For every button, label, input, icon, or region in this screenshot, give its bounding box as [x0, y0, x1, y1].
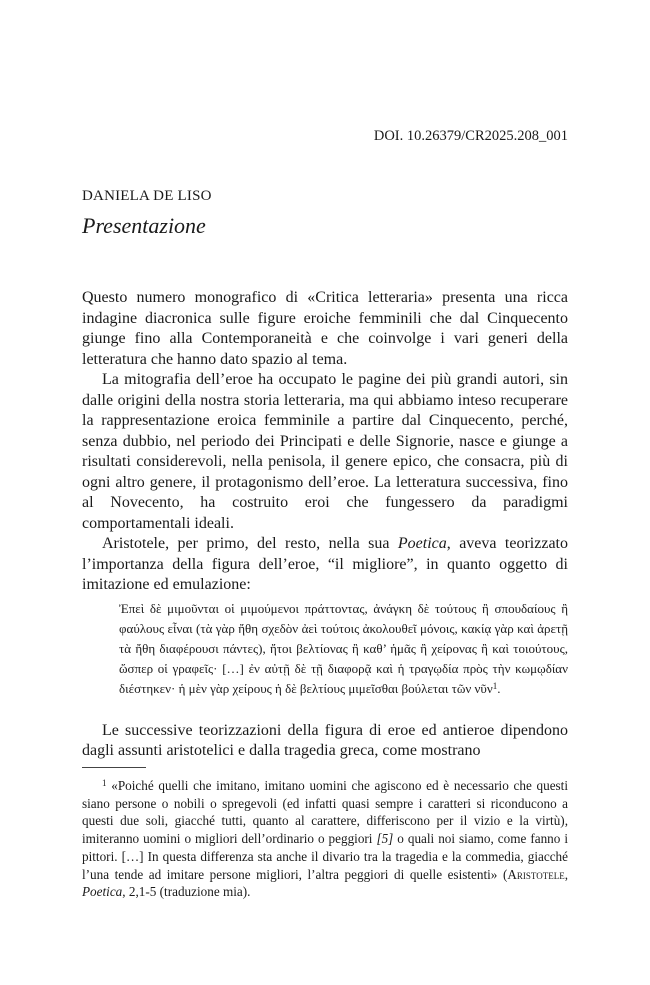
footnote-text-3: ,: [564, 866, 568, 882]
footnote-text-1: «Poiché quelli che imitano, imitano uomini che agiscono ed è necessario che questi siano persone o nobili o spregevoli (ed infatti quasi sempre i caratteri si riconducono a questi due soli, giacché tutti, quanto al carattere, differiscono per il vizio e la virtù), imiteranno uomini o migliori dell’ordinario o peggiori: [82, 778, 569, 847]
article-body: [82, 288, 568, 762]
greek-quote: Ἐπεὶ δὲ μιμοῦνται οἱ μιμούμενοι πράττοντας, ἀνάγκη δὲ τούτους ἢ σπουδαίους ἢ φαύλους εἶναι (τὰ γὰρ ἤθη σχεδὸν ἀεὶ τούτοις ἀκολουθεῖ μόνοις, κακίᾳ γὰρ καὶ ἀρετῇ τὰ ἤθη διαφέρουσι πάντες), ἤτοι βελτίονας ἢ καθ’ ἡμᾶς ἢ χείρονας ἢ καὶ τοιούτους, ὥσπερ οἱ γραφεῖς· […] ἐν αὐτῇ δὲ τῇ διαφορᾷ καὶ ἡ τραγῳδία πρὸς τὴν κωμῳδίαν διέστηκεν· ἡ μὲν γὰρ χείρους ἡ δὲ βελτίους μιμεῖσθαι βούλεται τῶν νῦν$^1$.: [119, 600, 568, 697]
paragraph-1: Questo numero monografico di «Critica letteraria» presenta una ricca indagine diacronica sulle figure eroiche femminili che dal Cinquecento giunge fino alla Contemporaneità e che coinvolge i vari generi della letteratura che hanno dato spazio al tema.: [82, 289, 568, 368]
footnote-ref[interactable]: 1: [492, 681, 498, 692]
footnote-text-4: , 2,1-5 (traduzione mia).: [122, 884, 251, 900]
footnote-work-title: Poetica: [82, 884, 123, 900]
footnote-text-2: o quali noi siamo, come fanno i pittori. […] In questa differenza sta anche il divario tra la tragedia e la commedia, giacché l’una tende ad imitare persone migliori, l’altra peggiori di quelle esistenti» (: [82, 831, 568, 882]
greek-quote-text: Ἐπεὶ δὲ μιμοῦνται οἱ μιμούμενοι πράττοντας, ἀνάγκη δὲ τούτους ἢ σπουδαίους ἢ φαύλους εἶναι (τὰ γὰρ ἤθη σχεδὸν ἀεὶ τούτοις ἀκολουθεῖ μόνοις, κακίᾳ γὰρ καὶ ἀρετῇ τὰ ἤθη διαφέρουσι πάντες), ἤτοι βελτίονας ἢ καθ’ ἡμᾶς ἢ χείρονας ἢ καὶ τοιούτους, ὥσπερ οἱ γραφεῖς· […] ἐν αὐτῇ δὲ τῇ διαφορᾷ καὶ ἡ τραγῳδία πρὸς τὴν κωμῳδίαν διέστηκεν· ἡ μὲν γὰρ χείρους ἡ δὲ βελτίους μιμεῖσθαι βούλεται τῶν νῦν: [119, 600, 568, 697]
paragraph-3: [82, 534, 568, 596]
footnote-1: [82, 777, 568, 901]
author-name: DANIELA DE LISO: [82, 188, 212, 204]
paragraph-3-text-end: , aveva teorizzato l’importanza della figura dell’eroe, “il migliore”, in quanto oggetto di imitazione ed emulazione:: [82, 535, 568, 593]
footnote-italic-ref: [5]: [376, 831, 394, 847]
footnote-divider: [82, 767, 146, 768]
paragraph-2: La mitografia dell’eroe ha occupato le pagine dei più grandi autori, sin dalle origini della nostra storia letteraria, ma qui abbiamo inteso recuperare la rappresentazione eroica femminile a partire dal Cinquecento, perché, senza dubbio, nel periodo dei Principati e delle Signorie, nasce e giunge a risultati considerevoli, nella penisola, il genere epico, che consacra, più di ogni altro genere, il protagonismo dell’eroe. La letteratura successiva, fino al Novecento, ha costruito eroi che fungessero da paradigmi comportamentali ideali.: [82, 371, 568, 532]
doi-header: DOI. 10.26379/CR2025.208_001: [373, 128, 568, 144]
footnote-number: 1: [102, 778, 107, 788]
paragraph-3-text: Aristotele, per primo, del resto, nella sua: [102, 535, 398, 552]
poetica-title: Poetica: [397, 535, 447, 552]
article-title: Presentazione: [82, 213, 206, 238]
paragraph-4: Le successive teorizzazioni della figura di eroe ed antieroe dipendono dagli assunti aristotelici e dalla tragedia greca, come mostrano: [82, 721, 568, 760]
footnote-author: Aristotele: [507, 866, 565, 882]
footnote: [82, 777, 568, 901]
